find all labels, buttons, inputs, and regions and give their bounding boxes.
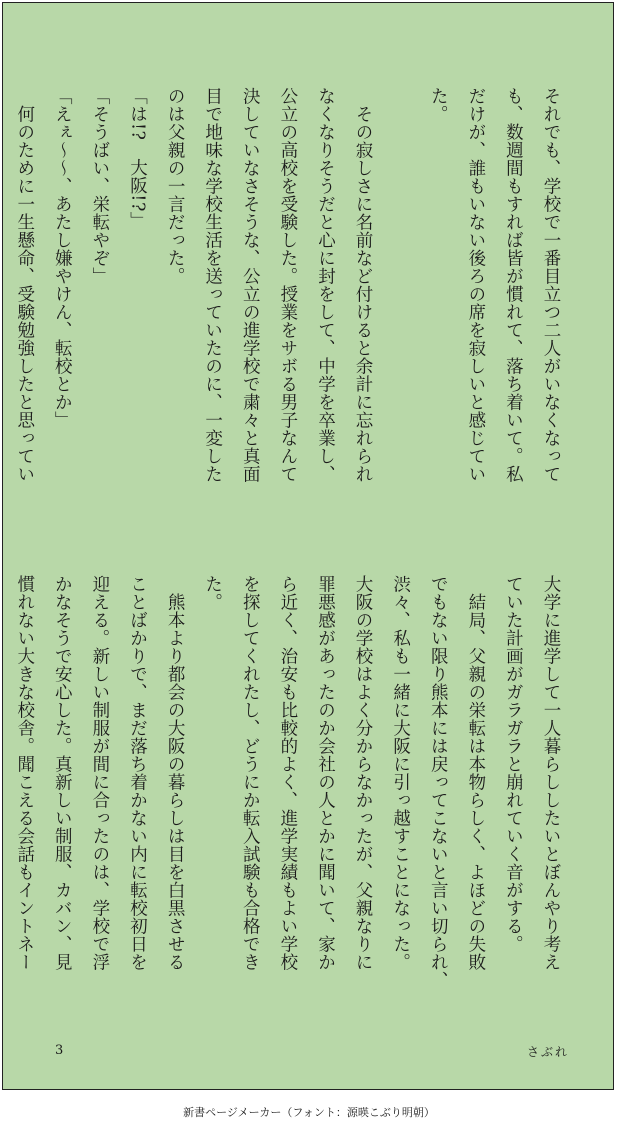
page-number: 3 xyxy=(55,1043,64,1058)
text-line: 迎える。新しい制服が間に合ったのは、学校で浮 xyxy=(89,575,110,971)
text-block-lower xyxy=(0,575,569,1015)
text-line: 「は!? 大阪!?」 xyxy=(127,87,148,230)
text-line: 決していなさそうな、公立の進学校で粛々と真面 xyxy=(240,87,261,483)
text-line xyxy=(0,575,5,1015)
text-line: 「そうばい、栄転やぞ」 xyxy=(89,87,110,285)
text-line: 慣れない大きな校舎。聞こえる会話もイントネー xyxy=(14,575,35,971)
text-line: だけが、誰もいない後ろの席を寂しいと感じてい xyxy=(465,87,486,483)
generator-caption: 新書ページメーカー（フォント：源暎こぶり明朝） xyxy=(183,1106,435,1119)
text-line: た。 xyxy=(202,575,223,611)
text-line: 「えぇ〜〜、あたし嫌やけん、転校とか」 xyxy=(52,87,73,429)
text-line: を探してくれたし、どうにか転入試験も合格でき xyxy=(240,575,261,971)
text-line: 渋々、私も一緒に大阪に引っ越すことになった。 xyxy=(390,575,411,971)
text-line: 結局、父親の栄転は本物らしく、よほどの失敗 xyxy=(465,575,486,971)
text-line: でもない限り熊本には戻ってこないと言い切られ、 xyxy=(428,575,449,989)
text-line: のは父親の一言だった。 xyxy=(165,87,186,285)
text-line xyxy=(0,87,5,527)
text-block-upper xyxy=(0,87,569,527)
text-line: 大阪の学校はよく分からなかったが、父親なりに xyxy=(353,575,374,971)
text-line: 罪悪感があったのか会社の人とかに聞いて、家か xyxy=(315,575,336,971)
text-line: 目で地味な学校生活を送っていたのに、一変した xyxy=(202,87,223,483)
text-line: 何のために一生懸命、受験勉強したと思ってい xyxy=(14,87,35,483)
text-line xyxy=(381,87,419,527)
text-line: 大学に進学して一人暮らししたいとぼんやり考え xyxy=(541,575,561,971)
text-line: なくなりそうだと心に封をして、中学を卒業し、 xyxy=(315,87,336,483)
book-page xyxy=(2,2,614,1090)
text-line: その寂しさに名前など付けると余計に忘れられ xyxy=(353,87,374,483)
author-name: さぶれ xyxy=(526,1045,569,1059)
text-line: 熊本より都会の大阪の暮らしは目を白黒させる xyxy=(165,575,186,971)
text-line: かなそうで安心した。真新しい制服、カバン、見 xyxy=(52,575,73,971)
text-line: ら近く、治安も比較的よく、進学実績もよい学校 xyxy=(277,575,298,971)
text-line: ていた計画がガラガラと崩れていく音がする。 xyxy=(503,575,524,953)
text-line: も、数週間もすれば皆が慣れて、落ち着いて。私 xyxy=(503,87,524,483)
text-line: た。 xyxy=(428,87,449,123)
text-line: 公立の高校を受験した。授業をサボる男子なんて xyxy=(277,87,298,483)
text-line: ことばかりで、まだ落ち着かない内に転校初日を xyxy=(127,575,148,971)
text-line: それでも、学校で一番目立つ二人がいなくなって xyxy=(541,87,561,483)
